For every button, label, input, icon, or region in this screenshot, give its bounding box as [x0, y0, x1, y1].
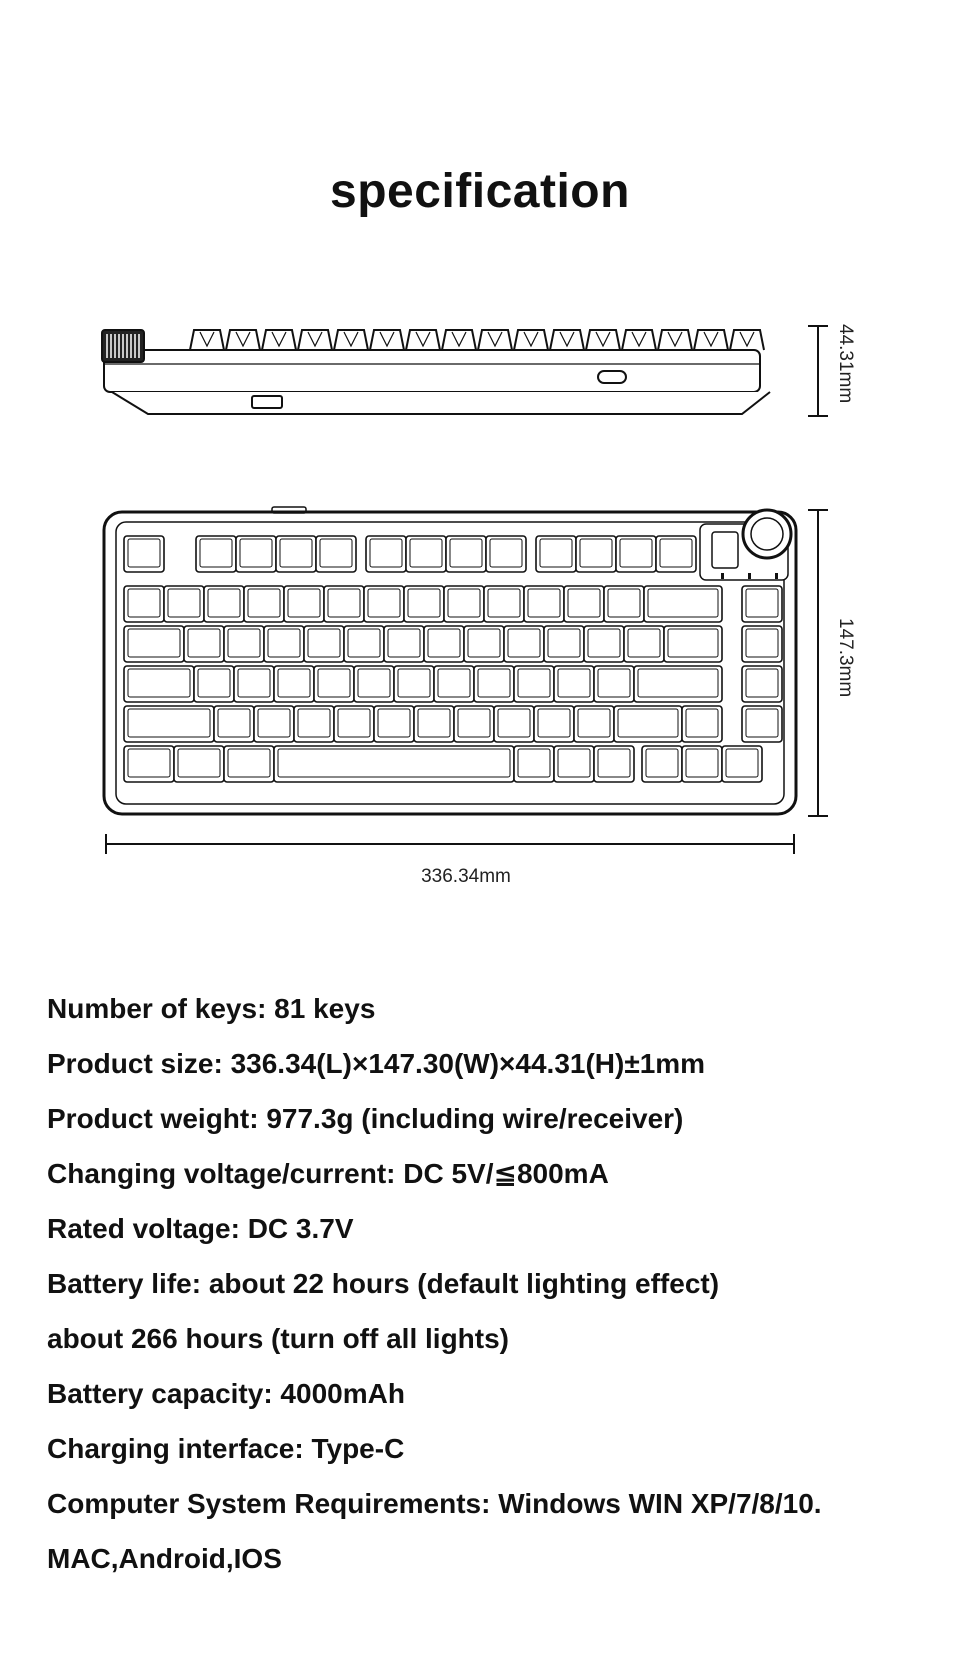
spec-rated-voltage: Rated voltage: DC 3.7V [47, 1213, 354, 1244]
spec-battery-capacity: Battery capacity: 4000mAh [47, 1378, 405, 1409]
side-base [112, 392, 770, 414]
usb-c-port [598, 371, 626, 383]
spec-battery-life-off: about 266 hours (turn off all lights) [47, 1323, 509, 1354]
side-keycaps [190, 330, 764, 350]
spec-system-os: MAC,Android,IOS [47, 1543, 282, 1574]
spec-number-of-keys: Number of keys: 81 keys [47, 993, 376, 1024]
spec-charging-voltage: Changing voltage/current: DC 5V/≦800mA [47, 1158, 609, 1189]
page-title: specification [330, 165, 630, 218]
spec-product-size: Product size: 336.34(L)×147.30(W)×44.31(H)±1mm [47, 1048, 706, 1079]
spec-product-weight: Product weight: 977.3g (including wire/receiver) [47, 1103, 684, 1134]
width-dimension-label: 147.3mm [835, 618, 856, 698]
keyboard-side-view [102, 330, 770, 414]
spec-battery-life: Battery life: about 22 hours (default lighting effect) [47, 1268, 720, 1299]
side-switch [252, 396, 282, 408]
spec-charging-interface: Charging interface: Type-C [47, 1433, 405, 1464]
width-dimension [808, 510, 828, 816]
height-dimension [808, 326, 828, 416]
volume-knob [743, 510, 791, 558]
length-dimension [106, 834, 794, 854]
keyboard-top-view [104, 507, 796, 814]
length-dimension-label: 336.34mm [421, 866, 511, 887]
height-dimension-label: 44.31mm [835, 324, 856, 404]
keyboard-diagram [0, 300, 960, 887]
side-body [104, 350, 760, 392]
spec-system-requirements: Computer System Requirements: Windows WIN XP/7/8/10. [47, 1488, 822, 1519]
